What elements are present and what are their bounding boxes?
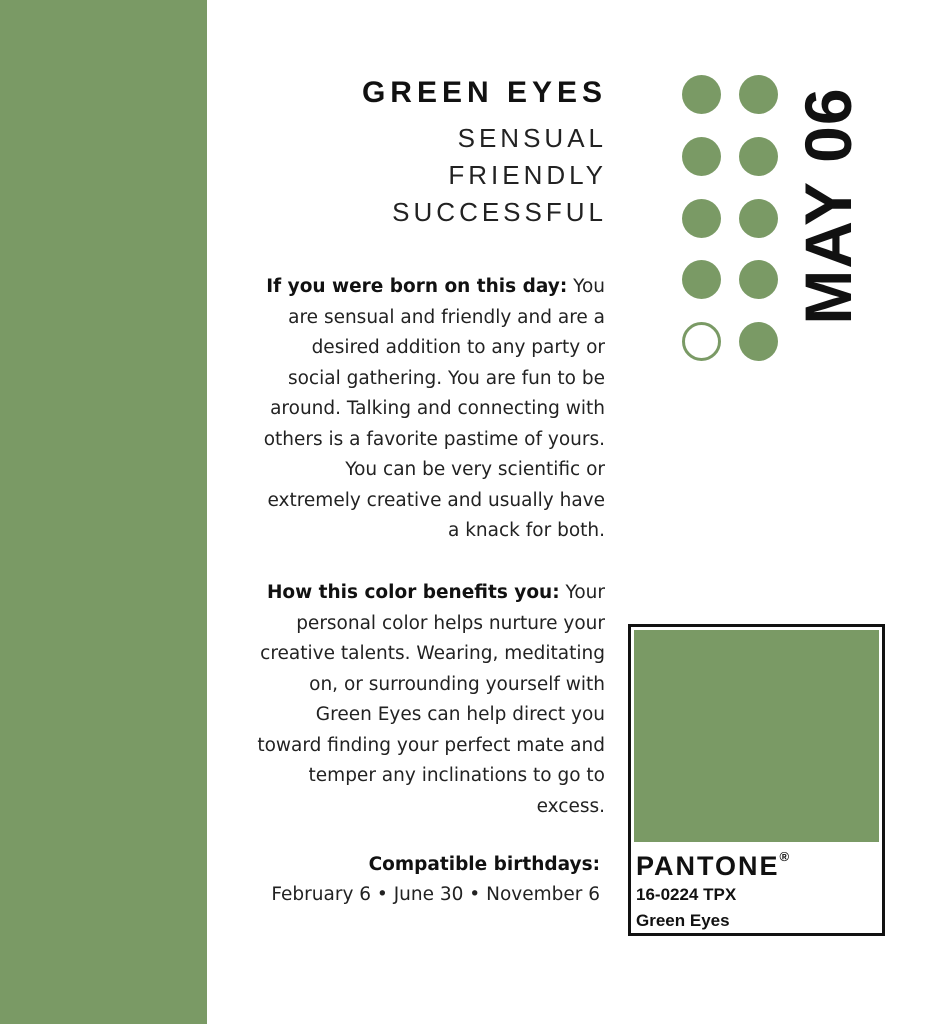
swatch-brand xyxy=(636,849,789,882)
trait-item: SENSUAL xyxy=(457,123,607,153)
day-dot xyxy=(682,137,721,176)
compatible-label: Compatible birthdays: xyxy=(368,854,600,875)
color-title: GREEN EYES xyxy=(361,76,607,109)
registered-mark: ® xyxy=(779,849,790,864)
swatch-color-block xyxy=(634,630,879,842)
day-dot-hollow xyxy=(682,322,721,361)
swatch-name: Green Eyes xyxy=(636,911,730,930)
day-dot xyxy=(682,75,721,114)
trait-item: FRIENDLY xyxy=(448,160,607,190)
swatch-code: 16-0224 TPX xyxy=(636,885,737,904)
pantone-swatch xyxy=(628,624,885,936)
day-dot xyxy=(739,322,778,361)
trait-list xyxy=(392,120,607,231)
swatch-brand-text: PANTONE xyxy=(636,851,780,881)
day-dot xyxy=(682,260,721,299)
day-dot xyxy=(739,260,778,299)
day-dot xyxy=(739,199,778,238)
compatible-dates: February 6 • June 30 • November 6 xyxy=(271,884,600,905)
born-text: You are sensual and friendly and are a desired addition to any party or social gathering. You are fun to be around. Talking and connecting with others is a favorite pastime of yours. You can be very scientific or extremely creative and usually have a knack for both. xyxy=(263,276,605,541)
date-label: MAY 06 xyxy=(791,87,865,325)
trait-item: SUCCESSFUL xyxy=(392,197,607,227)
born-paragraph xyxy=(255,272,605,547)
day-dot xyxy=(739,75,778,114)
day-dot xyxy=(739,137,778,176)
born-label: If you were born on this day: xyxy=(266,276,568,297)
side-color-bar xyxy=(0,0,207,1024)
benefit-text: Your personal color helps nurture your creative talents. Wearing, meditating on, or surrounding yourself with Green Eyes can help direct you toward finding your perfect mate and temper any inclinations to go to excess. xyxy=(257,582,605,817)
day-dot xyxy=(682,199,721,238)
date-label-container xyxy=(791,72,865,340)
benefit-label: How this color benefits you: xyxy=(266,582,560,603)
benefit-paragraph xyxy=(255,578,605,822)
